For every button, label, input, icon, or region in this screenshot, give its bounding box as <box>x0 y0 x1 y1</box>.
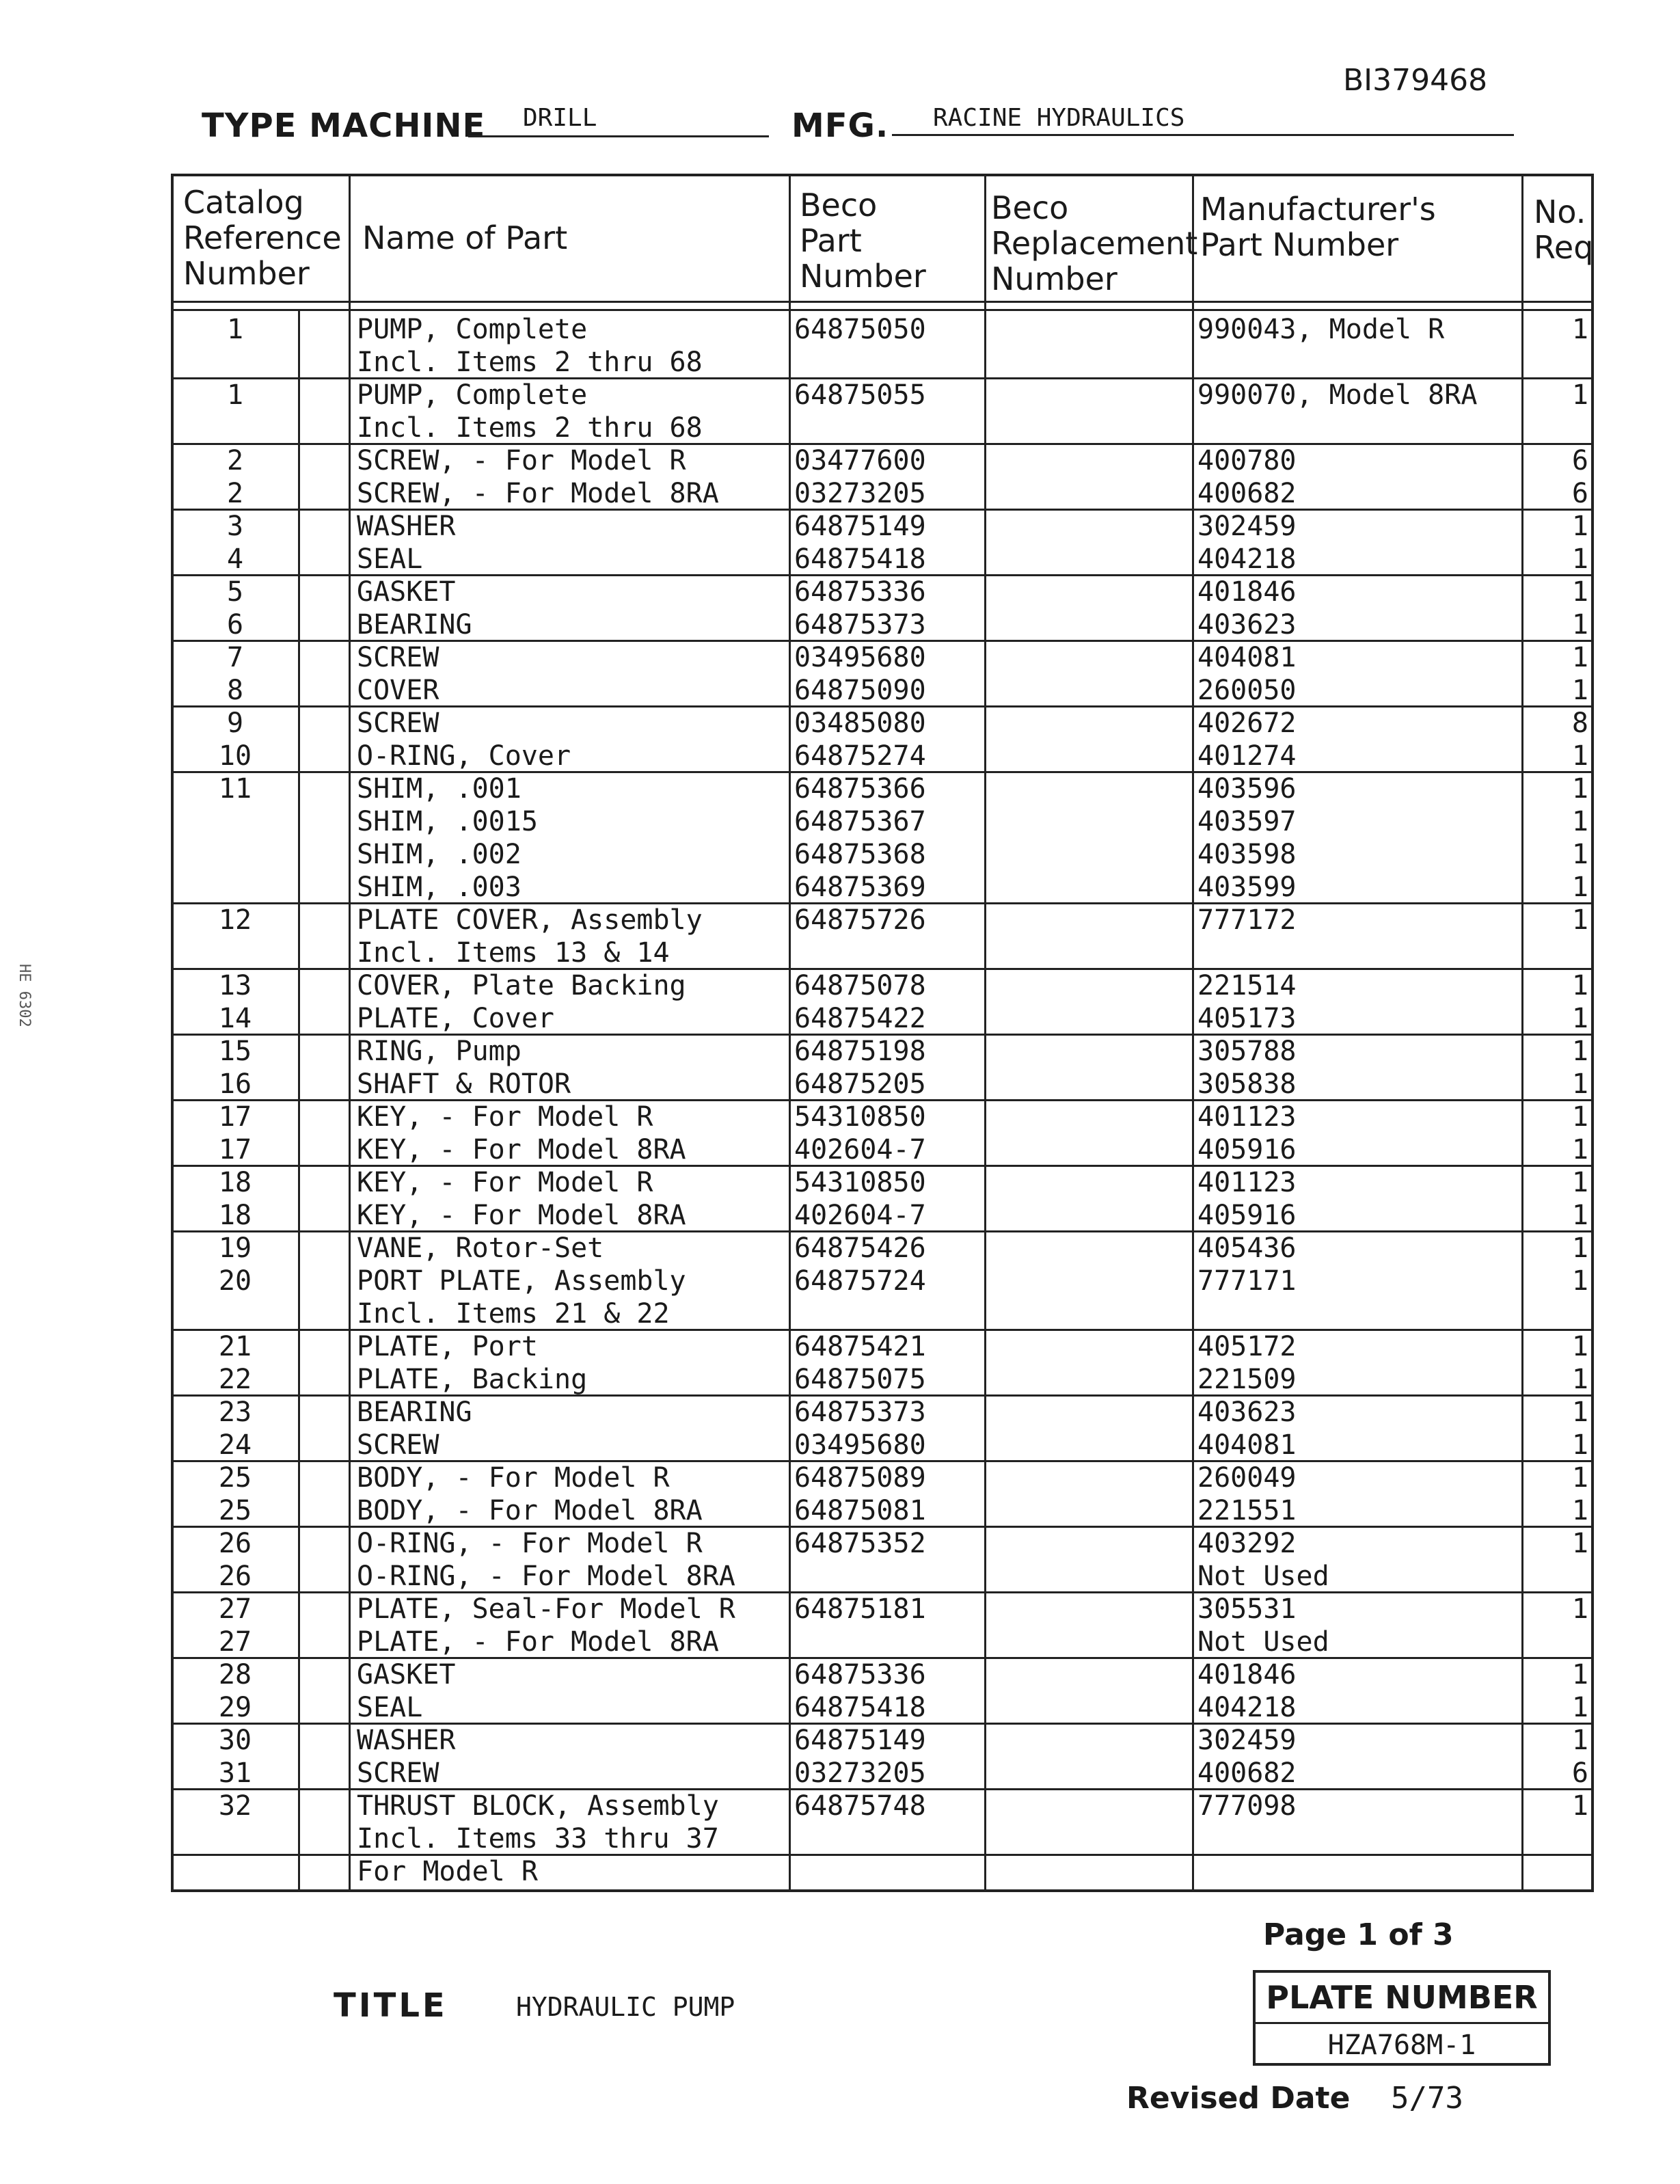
part-name-cell: SEAL <box>357 1692 423 1723</box>
row-group-divider <box>174 1657 1591 1659</box>
part-name-cell: Incl. Items 33 thru 37 <box>357 1823 719 1855</box>
catalog-reference-cell: 7 <box>226 642 244 673</box>
header-divider <box>174 309 1591 311</box>
beco-part-number-cell: 64875422 <box>794 1003 926 1034</box>
quantity-cell: 1 <box>1571 1232 1588 1264</box>
manufacturer-part-number-cell: 777171 <box>1197 1265 1297 1297</box>
catalog-reference-cell: 12 <box>218 904 252 936</box>
beco-part-number-cell: 03273205 <box>794 1757 926 1789</box>
part-name-cell: THRUST BLOCK, Assembly <box>357 1790 719 1822</box>
quantity-cell: 1 <box>1571 1068 1588 1100</box>
beco-part-number-cell: 64875181 <box>794 1593 926 1625</box>
row-group-divider <box>174 1788 1591 1790</box>
column-divider <box>789 176 791 1889</box>
beco-part-number-cell: 64875081 <box>794 1495 926 1526</box>
catalog-reference-cell: 13 <box>218 970 252 1001</box>
manufacturer-part-number-cell: 401846 <box>1197 1659 1297 1690</box>
beco-part-number-cell: 03485080 <box>794 707 926 739</box>
manufacturer-part-number-cell: 260050 <box>1197 675 1297 706</box>
manufacturer-part-number-cell: 403599 <box>1197 872 1297 903</box>
manufacturer-part-number-cell: 404218 <box>1197 543 1297 575</box>
catalog-reference-cell: 9 <box>226 707 244 739</box>
column-divider <box>1192 176 1194 1889</box>
header-manufacturer-part-number: Manufacturer's Part Number <box>1200 191 1436 263</box>
catalog-reference-cell: 26 <box>218 1561 252 1592</box>
manufacturer-part-number-cell: 405172 <box>1197 1331 1297 1362</box>
manufacturer-part-number-cell: 401123 <box>1197 1101 1297 1133</box>
part-name-cell: RING, Pump <box>357 1036 521 1067</box>
part-name-cell: SCREW, - For Model R <box>357 445 686 476</box>
plate-number-label: PLATE NUMBER <box>1256 1973 1548 2024</box>
row-group-divider <box>174 640 1591 642</box>
beco-part-number-cell: 64875726 <box>794 904 926 936</box>
mfg-value: RACINE HYDRAULICS <box>933 104 1185 132</box>
beco-part-number-cell: 64875149 <box>794 1725 926 1756</box>
beco-part-number-cell: 402604-7 <box>794 1134 926 1165</box>
mfg-label: MFG. <box>791 107 889 145</box>
beco-part-number-cell: 03495680 <box>794 1429 926 1461</box>
part-name-cell: O-RING, Cover <box>357 740 571 772</box>
catalog-reference-cell: 6 <box>226 609 244 641</box>
manufacturer-part-number-cell: Not Used <box>1197 1626 1329 1658</box>
quantity-cell: 1 <box>1571 675 1588 706</box>
beco-part-number-cell: 64875426 <box>794 1232 926 1264</box>
mfg-underline <box>892 134 1514 136</box>
quantity-cell: 1 <box>1571 1036 1588 1067</box>
manufacturer-part-number-cell: Not Used <box>1197 1561 1329 1592</box>
quantity-cell: 1 <box>1571 314 1588 345</box>
manufacturer-part-number-cell: 402672 <box>1197 707 1297 739</box>
catalog-reference-cell: 18 <box>218 1167 252 1198</box>
manufacturer-part-number-cell: 405916 <box>1197 1200 1297 1231</box>
beco-part-number-cell: 64875050 <box>794 314 926 345</box>
revised-date-label: Revised Date <box>1126 2081 1351 2116</box>
catalog-reference-cell: 3 <box>226 511 244 542</box>
quantity-cell: 1 <box>1571 1397 1588 1428</box>
catalog-reference-cell: 5 <box>226 576 244 608</box>
quantity-cell: 1 <box>1571 1725 1588 1756</box>
part-name-cell: GASKET <box>357 576 456 608</box>
row-group-divider <box>174 902 1591 904</box>
quantity-cell: 1 <box>1571 609 1588 641</box>
quantity-cell: 1 <box>1571 773 1588 805</box>
beco-part-number-cell: 64875724 <box>794 1265 926 1297</box>
beco-part-number-cell: 64875089 <box>794 1462 926 1494</box>
beco-part-number-cell: 03477600 <box>794 445 926 476</box>
catalog-reference-cell: 25 <box>218 1495 252 1526</box>
manufacturer-part-number-cell: 404218 <box>1197 1692 1297 1723</box>
column-divider <box>984 176 986 1889</box>
quantity-cell: 1 <box>1571 970 1588 1001</box>
catalog-reference-cell: 2 <box>226 445 244 476</box>
catalog-reference-cell: 17 <box>218 1101 252 1133</box>
row-group-divider <box>174 1723 1591 1725</box>
quantity-cell: 1 <box>1571 1495 1588 1526</box>
parts-table <box>171 174 1594 1892</box>
quantity-cell: 1 <box>1571 1134 1588 1165</box>
manufacturer-part-number-cell: 400780 <box>1197 445 1297 476</box>
manufacturer-part-number-cell: 260049 <box>1197 1462 1297 1494</box>
catalog-reference-cell: 11 <box>218 773 252 805</box>
part-name-cell: WASHER <box>357 511 456 542</box>
manufacturer-part-number-cell: 403292 <box>1197 1528 1297 1559</box>
manufacturer-part-number-cell: 305838 <box>1197 1068 1297 1100</box>
part-name-cell: PLATE COVER, Assembly <box>357 904 703 936</box>
part-name-cell: KEY, - For Model R <box>357 1101 653 1133</box>
part-name-cell: BEARING <box>357 609 472 641</box>
manufacturer-part-number-cell: 221514 <box>1197 970 1297 1001</box>
part-name-cell: KEY, - For Model 8RA <box>357 1134 686 1165</box>
page-indicator: Page 1 of 3 <box>1263 1917 1454 1952</box>
manufacturer-part-number-cell: 305788 <box>1197 1036 1297 1067</box>
part-name-cell: SEAL <box>357 543 423 575</box>
row-group-divider <box>174 509 1591 511</box>
catalog-reference-cell: 18 <box>218 1200 252 1231</box>
manufacturer-part-number-cell: 404081 <box>1197 642 1297 673</box>
row-group-divider <box>174 443 1591 445</box>
beco-part-number-cell: 64875421 <box>794 1331 926 1362</box>
catalog-reference-cell: 21 <box>218 1331 252 1362</box>
catalog-reference-cell: 14 <box>218 1003 252 1034</box>
part-name-cell: PLATE, - For Model 8RA <box>357 1626 719 1658</box>
catalog-reference-cell: 29 <box>218 1692 252 1723</box>
quantity-cell: 6 <box>1571 445 1588 476</box>
part-name-cell: WASHER <box>357 1725 456 1756</box>
document-id: BI379468 <box>1343 63 1488 98</box>
quantity-cell: 6 <box>1571 1757 1588 1789</box>
quantity-cell: 1 <box>1571 1790 1588 1822</box>
part-name-cell: GASKET <box>357 1659 456 1690</box>
part-name-cell: SHAFT & ROTOR <box>357 1068 571 1100</box>
manufacturer-part-number-cell: 302459 <box>1197 1725 1297 1756</box>
beco-part-number-cell: 64875369 <box>794 872 926 903</box>
manufacturer-part-number-cell: 405916 <box>1197 1134 1297 1165</box>
quantity-cell: 1 <box>1571 1167 1588 1198</box>
beco-part-number-cell: 03495680 <box>794 642 926 673</box>
beco-part-number-cell: 64875352 <box>794 1528 926 1559</box>
type-machine-value: DRILL <box>523 104 597 132</box>
quantity-cell: 1 <box>1571 1659 1588 1690</box>
catalog-reference-cell: 27 <box>218 1626 252 1658</box>
beco-part-number-cell: 64875366 <box>794 773 926 805</box>
quantity-cell: 1 <box>1571 1692 1588 1723</box>
row-group-divider <box>174 1034 1591 1036</box>
part-name-cell: PLATE, Seal-For Model R <box>357 1593 735 1625</box>
catalog-reference-cell: 25 <box>218 1462 252 1494</box>
manufacturer-part-number-cell: 400682 <box>1197 478 1297 509</box>
beco-part-number-cell: 64875090 <box>794 675 926 706</box>
catalog-reference-cell: 28 <box>218 1659 252 1690</box>
catalog-reference-cell: 15 <box>218 1036 252 1067</box>
column-divider <box>349 176 351 1889</box>
beco-part-number-cell: 402604-7 <box>794 1200 926 1231</box>
quantity-cell: 6 <box>1571 478 1588 509</box>
row-group-divider <box>174 968 1591 970</box>
beco-part-number-cell: 64875748 <box>794 1790 926 1822</box>
beco-part-number-cell: 03273205 <box>794 478 926 509</box>
part-name-cell: BODY, - For Model R <box>357 1462 670 1494</box>
quantity-cell: 1 <box>1571 642 1588 673</box>
catalog-reference-cell: 27 <box>218 1593 252 1625</box>
part-name-cell: For Model R <box>357 1856 538 1887</box>
quantity-cell: 1 <box>1571 1101 1588 1133</box>
column-divider <box>1521 176 1523 1889</box>
row-group-divider <box>174 1329 1591 1331</box>
catalog-reference-cell: 32 <box>218 1790 252 1822</box>
quantity-cell: 1 <box>1571 1462 1588 1494</box>
quantity-cell: 8 <box>1571 707 1588 739</box>
beco-part-number-cell: 64875368 <box>794 839 926 870</box>
header-beco-replacement-number: Beco Replacement Number <box>991 189 1198 297</box>
part-name-cell: Incl. Items 21 & 22 <box>357 1298 670 1330</box>
part-name-cell: VANE, Rotor-Set <box>357 1232 604 1264</box>
manufacturer-part-number-cell: 403598 <box>1197 839 1297 870</box>
catalog-reference-cell: 17 <box>218 1134 252 1165</box>
manufacturer-part-number-cell: 221509 <box>1197 1364 1297 1395</box>
quantity-cell: 1 <box>1571 1003 1588 1034</box>
quantity-cell: 1 <box>1571 872 1588 903</box>
quantity-cell: 1 <box>1571 740 1588 772</box>
catalog-reference-cell: 26 <box>218 1528 252 1559</box>
manufacturer-part-number-cell: 405173 <box>1197 1003 1297 1034</box>
manufacturer-part-number-cell: 221551 <box>1197 1495 1297 1526</box>
catalog-reference-cell: 4 <box>226 543 244 575</box>
type-machine-underline <box>468 135 769 137</box>
part-name-cell: SCREW <box>357 707 439 739</box>
beco-part-number-cell: 64875274 <box>794 740 926 772</box>
part-name-cell: BODY, - For Model 8RA <box>357 1495 703 1526</box>
part-name-cell: PLATE, Port <box>357 1331 538 1362</box>
manufacturer-part-number-cell: 400682 <box>1197 1757 1297 1789</box>
row-group-divider <box>174 1591 1591 1593</box>
beco-part-number-cell: 64875373 <box>794 1397 926 1428</box>
beco-part-number-cell: 64875205 <box>794 1068 926 1100</box>
row-group-divider <box>174 771 1591 773</box>
part-name-cell: KEY, - For Model R <box>357 1167 653 1198</box>
header-beco-part-number: Beco Part Number <box>800 187 926 295</box>
beco-part-number-cell: 64875367 <box>794 806 926 837</box>
catalog-reference-cell: 8 <box>226 675 244 706</box>
catalog-reference-cell: 1 <box>226 379 244 411</box>
part-name-cell: PORT PLATE, Assembly <box>357 1265 686 1297</box>
header-name-of-part: Name of Part <box>362 219 568 256</box>
manufacturer-part-number-cell: 404081 <box>1197 1429 1297 1461</box>
beco-part-number-cell: 64875198 <box>794 1036 926 1067</box>
plate-number-value: HZA768M-1 <box>1327 2030 1476 2061</box>
part-name-cell: SCREW, - For Model 8RA <box>357 478 719 509</box>
catalog-reference-cell: 10 <box>218 740 252 772</box>
row-group-divider <box>174 574 1591 576</box>
quantity-cell: 1 <box>1571 1265 1588 1297</box>
beco-part-number-cell: 64875055 <box>794 379 926 411</box>
title-value: HYDRAULIC PUMP <box>516 1992 735 2022</box>
manufacturer-part-number-cell: 401846 <box>1197 576 1297 608</box>
row-group-divider <box>174 1099 1591 1101</box>
margin-form-code: HE 6302 <box>16 964 33 1027</box>
manufacturer-part-number-cell: 403623 <box>1197 1397 1297 1428</box>
beco-part-number-cell: 64875336 <box>794 576 926 608</box>
revised-date-value: 5/73 <box>1391 2081 1463 2116</box>
row-group-divider <box>174 1854 1591 1856</box>
part-name-cell: SHIM, .003 <box>357 872 521 903</box>
part-name-cell: SHIM, .001 <box>357 773 521 805</box>
manufacturer-part-number-cell: 401123 <box>1197 1167 1297 1198</box>
catalog-reference-cell: 24 <box>218 1429 252 1461</box>
quantity-cell: 1 <box>1571 576 1588 608</box>
header-quantity-required: No. Req <box>1534 193 1594 266</box>
row-group-divider <box>174 1526 1591 1528</box>
part-name-cell: SHIM, .0015 <box>357 806 538 837</box>
part-name-cell: COVER, Plate Backing <box>357 970 686 1001</box>
manufacturer-part-number-cell: 403623 <box>1197 609 1297 641</box>
manufacturer-part-number-cell: 990070, Model 8RA <box>1197 379 1478 411</box>
manufacturer-part-number-cell: 777098 <box>1197 1790 1297 1822</box>
row-group-divider <box>174 1230 1591 1232</box>
beco-part-number-cell: 64875078 <box>794 970 926 1001</box>
manufacturer-part-number-cell: 405436 <box>1197 1232 1297 1264</box>
title-label: TITLE <box>334 1986 448 2025</box>
manufacturer-part-number-cell: 305531 <box>1197 1593 1297 1625</box>
part-name-cell: SCREW <box>357 1757 439 1789</box>
header-divider <box>174 301 1591 303</box>
quantity-cell: 1 <box>1571 839 1588 870</box>
part-name-cell: SHIM, .002 <box>357 839 521 870</box>
part-name-cell: COVER <box>357 675 439 706</box>
catalog-reference-cell: 16 <box>218 1068 252 1100</box>
part-name-cell: Incl. Items 2 thru 68 <box>357 412 703 444</box>
row-group-divider <box>174 1165 1591 1167</box>
catalog-reference-cell: 22 <box>218 1364 252 1395</box>
part-name-cell: O-RING, - For Model R <box>357 1528 703 1559</box>
manufacturer-part-number-cell: 990043, Model R <box>1197 314 1445 345</box>
beco-part-number-cell: 64875418 <box>794 1692 926 1723</box>
quantity-cell: 1 <box>1571 1593 1588 1625</box>
part-name-cell: SCREW <box>357 1429 439 1461</box>
manufacturer-part-number-cell: 777172 <box>1197 904 1297 936</box>
beco-part-number-cell: 64875373 <box>794 609 926 641</box>
catalog-reference-cell: 1 <box>226 314 244 345</box>
quantity-cell: 1 <box>1571 806 1588 837</box>
manufacturer-part-number-cell: 401274 <box>1197 740 1297 772</box>
quantity-cell: 1 <box>1571 379 1588 411</box>
manufacturer-part-number-cell: 302459 <box>1197 511 1297 542</box>
beco-part-number-cell: 54310850 <box>794 1167 926 1198</box>
header-catalog-reference: Catalog Reference Number <box>183 184 342 292</box>
catalog-reference-cell: 2 <box>226 478 244 509</box>
catalog-reference-cell: 23 <box>218 1397 252 1428</box>
part-name-cell: PLATE, Backing <box>357 1364 588 1395</box>
row-group-divider <box>174 705 1591 707</box>
part-name-cell: Incl. Items 13 & 14 <box>357 937 670 969</box>
part-name-cell: Incl. Items 2 thru 68 <box>357 347 703 378</box>
catalog-reference-cell: 31 <box>218 1757 252 1789</box>
row-group-divider <box>174 1460 1591 1462</box>
manufacturer-part-number-cell: 403596 <box>1197 773 1297 805</box>
manufacturer-part-number-cell: 403597 <box>1197 806 1297 837</box>
quantity-cell: 1 <box>1571 1528 1588 1559</box>
beco-part-number-cell: 64875149 <box>794 511 926 542</box>
part-name-cell: BEARING <box>357 1397 472 1428</box>
plate-number-box <box>1253 1970 1551 2066</box>
part-name-cell: PUMP, Complete <box>357 314 588 345</box>
quantity-cell: 1 <box>1571 1429 1588 1461</box>
beco-part-number-cell: 54310850 <box>794 1101 926 1133</box>
part-name-cell: PLATE, Cover <box>357 1003 554 1034</box>
catalog-reference-cell: 30 <box>218 1725 252 1756</box>
row-group-divider <box>174 1394 1591 1397</box>
quantity-cell: 1 <box>1571 543 1588 575</box>
catalog-reference-cell: 19 <box>218 1232 252 1264</box>
beco-part-number-cell: 64875075 <box>794 1364 926 1395</box>
part-name-cell: KEY, - For Model 8RA <box>357 1200 686 1231</box>
quantity-cell: 1 <box>1571 1331 1588 1362</box>
catalog-reference-cell: 20 <box>218 1265 252 1297</box>
quantity-cell: 1 <box>1571 1200 1588 1231</box>
row-group-divider <box>174 377 1591 379</box>
part-name-cell: O-RING, - For Model 8RA <box>357 1561 735 1592</box>
beco-part-number-cell: 64875336 <box>794 1659 926 1690</box>
quantity-cell: 1 <box>1571 1364 1588 1395</box>
part-name-cell: SCREW <box>357 642 439 673</box>
part-name-cell: PUMP, Complete <box>357 379 588 411</box>
quantity-cell: 1 <box>1571 904 1588 936</box>
quantity-cell: 1 <box>1571 511 1588 542</box>
type-machine-label: TYPE MACHINE <box>202 107 486 145</box>
beco-part-number-cell: 64875418 <box>794 543 926 575</box>
